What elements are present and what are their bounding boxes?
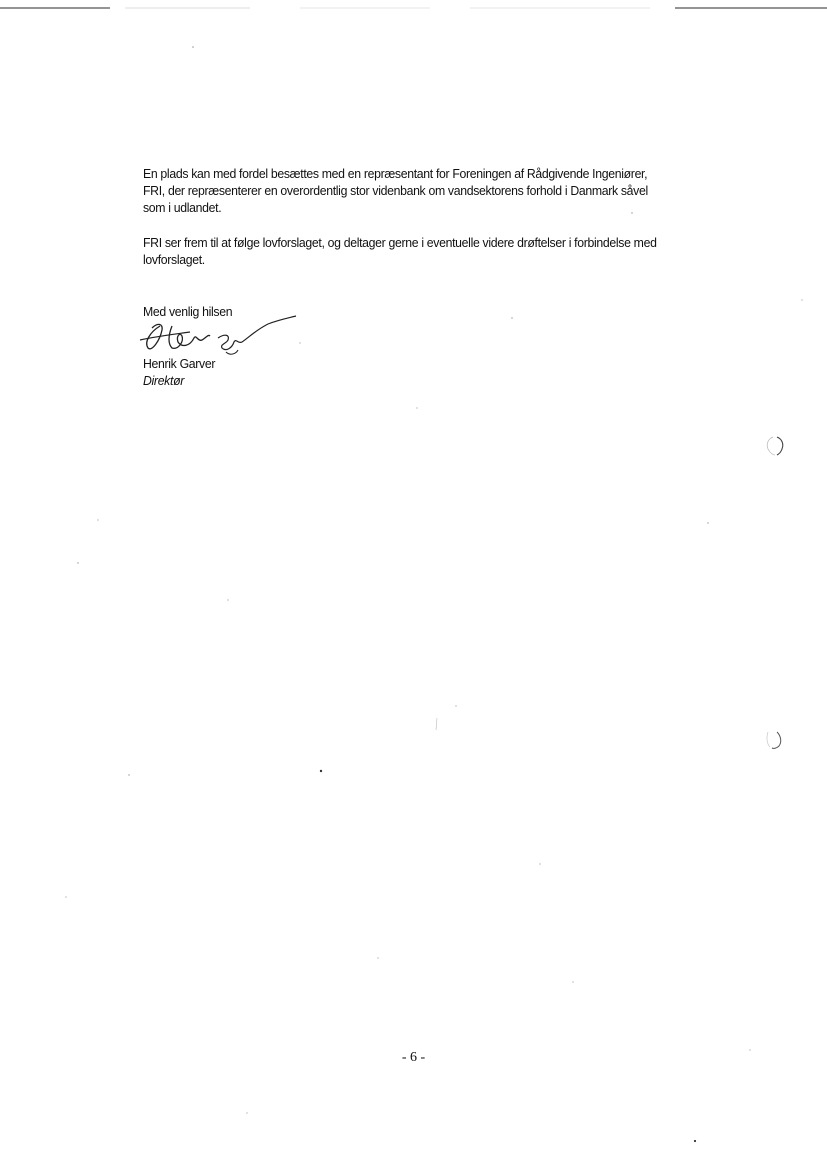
page-number: - 6 - — [401, 1050, 426, 1065]
handwritten-signature — [138, 312, 298, 360]
body-paragraph-1: En plads kan med fordel besættes med en repræsentant for Foreningen af Rådgivende Ingeniører, FRI, der repræsenterer en overordentlig stor videnbank om vandsektorens forhold i Danmark såvel som i udlandet. — [143, 166, 648, 215]
punch-hole-mark-lower — [763, 728, 787, 752]
punch-hole-mark-upper — [763, 434, 787, 458]
signer-name: Henrik Garver — [143, 356, 216, 371]
body-paragraph-2: FRI ser frem til at følge lovforslaget, og deltager gerne i eventuelle videre drøftelser i forbindelse med lovforslaget. — [143, 235, 657, 267]
top-scan-edge-line — [0, 5, 827, 13]
signer-title: Direktør — [143, 373, 185, 388]
closing-salutation: Med venlig hilsen — [143, 304, 233, 319]
